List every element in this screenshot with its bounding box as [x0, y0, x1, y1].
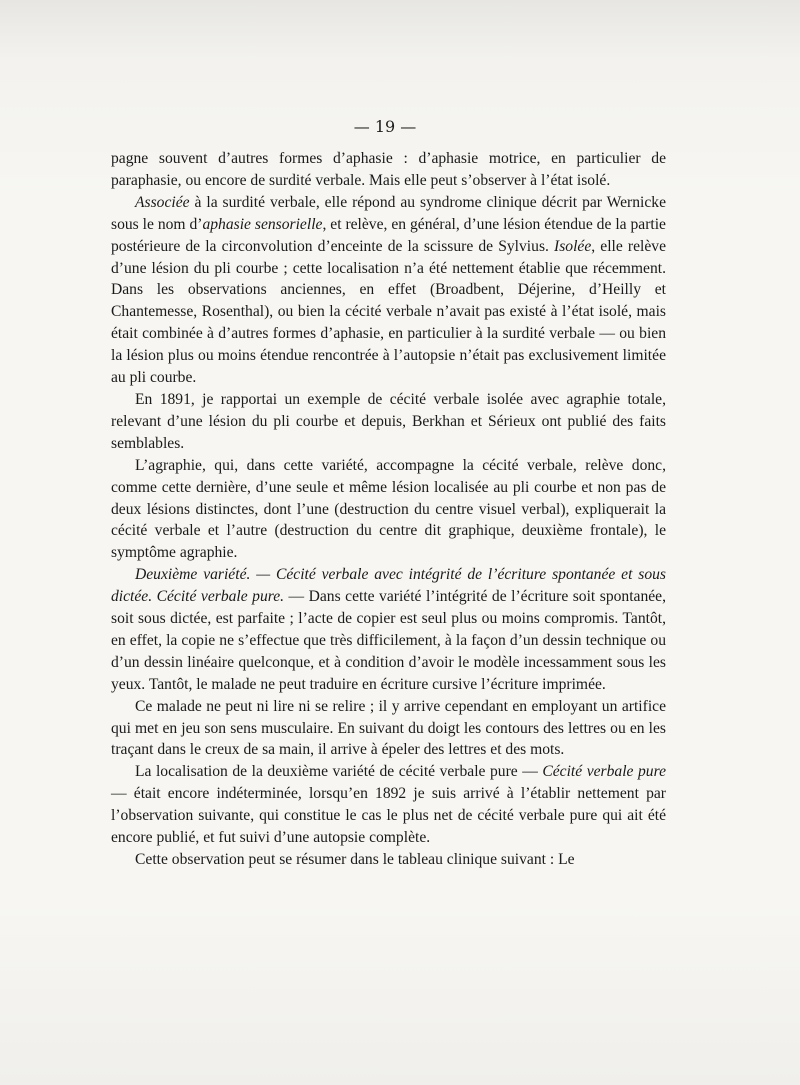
- text-run: En 1891, je rapportai un exemple de cécité verbale isolée avec agraphie totale, relevant d’une lésion du pli courbe et depuis, Berkhan et Sérieux ont publié des faits semblables.: [111, 390, 666, 452]
- text-run: La localisation de la deuxième variété de cécité verbale pure —: [135, 763, 543, 781]
- text-run: , et relève, en général, d’une lésion étendue de la partie postérieure de la circonvolution d’enceinte de la scissure de Sylvius.: [111, 215, 666, 255]
- italic-text: aphasie sensorielle: [202, 215, 323, 233]
- paragraph-p1: [111, 148, 666, 192]
- paragraph-p6: [111, 696, 666, 762]
- text-run: — Dans cette variété l’intégrité de l’écriture soit spontanée, soit sous dictée, est parfaite ; l’acte de copier est seul plus ou moins compromis. Tantôt, en effet, la copie ne s’effectue que très difficilement, à la façon d’un dessin technique ou d’un dessin linéaire quelconque, et à condition d’avoir le modèle incessamment sous les yeux. Tantôt, le malade ne peut traduire en écriture cursive l’écriture imprimée.: [111, 588, 666, 693]
- text-run: — était encore indéterminée, lorsqu’en 1892 je suis arrivé à l’établir nettement par l’observation suivante, qui constitue le cas le plus net de cécité verbale pure qui ait été encore publié, et fut suivi d’une autopsie complète.: [111, 785, 666, 847]
- body-text: [111, 148, 666, 871]
- page-number: — 19 —: [353, 117, 417, 136]
- paragraph-p5: [111, 564, 666, 695]
- text-run: Cette observation peut se résumer dans le tableau clinique suivant : Le: [135, 851, 575, 868]
- italic-text: Associée: [135, 193, 190, 211]
- paragraph-p8: [111, 849, 666, 871]
- italic-text: Deuxième variété. — Cécité verbale avec intégrité de l’écriture spontanée et sous dictée. Cécité verbale pure.: [111, 566, 666, 606]
- italic-text: Cécité verbale pure: [542, 763, 666, 781]
- paragraph-p3: [111, 389, 666, 455]
- paragraph-p7: [111, 761, 666, 849]
- text-run: pagne souvent d’autres formes d’aphasie : d’aphasie motrice, en particulier de paraphasie, ou encore de surdité verbale. Mais elle peut s’observer à l’état isolé.: [111, 150, 666, 189]
- text-run: L’agraphie, qui, dans cette variété, accompagne la cécité verbale, relève donc, comme cette dernière, d’une seule et même lésion localisée au pli courbe et non pas de deux lésions distinctes, dont l’une (destruction du centre visuel verbal), expliquerait la cécité verbale et l’autre (destruction du centre dit graphique, deuxième frontale), le symptôme agraphie.: [111, 456, 666, 562]
- italic-text: Isolée: [554, 237, 592, 255]
- text-run: Ce malade ne peut ni lire ni se relire ; il y arrive cependant en employant un artifice qui met en jeu son sens musculaire. En suivant du doigt les contours des lettres ou en les traçant dans le creux de sa main, il arrive à épeler des lettres et des mots.: [111, 697, 666, 759]
- text-run: , elle relève d’une lésion du pli courbe ; cette localisation n’a été nettement établie que récemment. Dans les observations anciennes, en effet (Broadbent, Déjerine, d’Heilly et Chantemesse, Rosenthal), ou bien la cécité verbale n’avait pas existé à l’état isolé, mais était combinée à d’autres formes d’aphasie, en particulier à la surdité verbale — ou bien la lésion plus ou moins étendue rencontrée à l’autopsie n’était pas exclusivement limitée au pli courbe.: [111, 237, 666, 387]
- paragraph-p2: [111, 192, 666, 389]
- paragraph-p4: [111, 455, 666, 565]
- text-run: à la surdité verbale, elle répond au syndrome clinique décrit par Wernicke sous le nom d’: [111, 193, 666, 233]
